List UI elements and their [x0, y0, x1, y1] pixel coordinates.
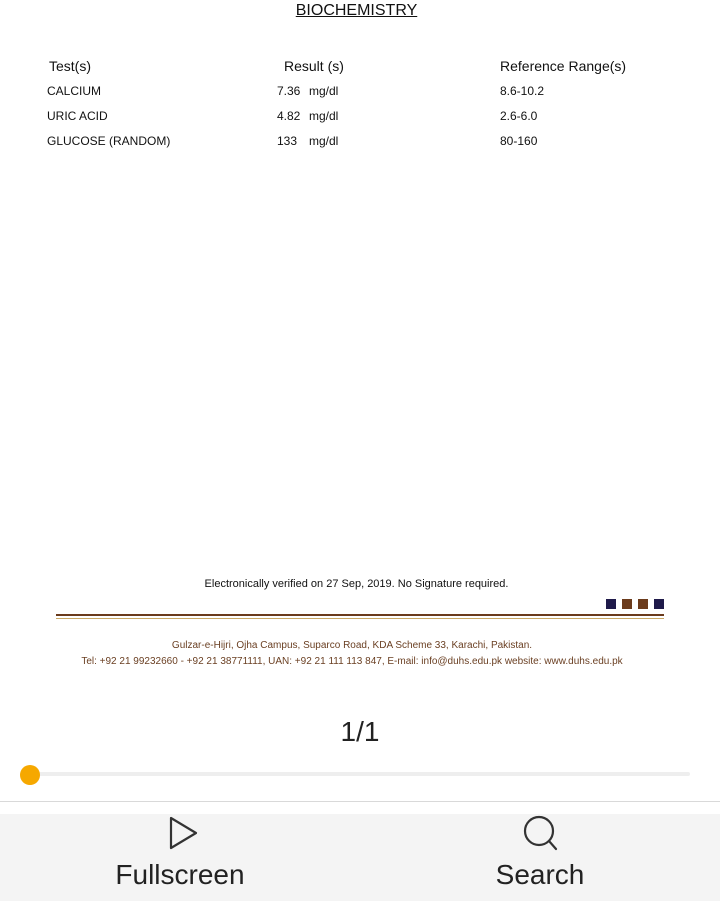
- footer-address: Gulzar-e-Hijri, Ojha Campus, Suparco Road, KDA Scheme 33, Karachi, Pakistan.: [171, 640, 533, 651]
- report-title: BIOCHEMISTRY: [295, 2, 418, 19]
- footer-square-icon: [638, 599, 648, 609]
- result-unit: mg/dl: [309, 84, 339, 98]
- footer-contact: Tel: +92 21 99232660 - +92 21 38771111, UAN: +92 21 111 113 847, E-mail: info@duhs.edu.pk website: www.duhs.edu.pk: [81, 656, 623, 667]
- test-name: CALCIUM: [47, 84, 102, 98]
- column-header-result: Result (s): [284, 58, 344, 74]
- test-name: GLUCOSE (RANDOM): [47, 134, 171, 148]
- result-unit: mg/dl: [309, 109, 339, 123]
- footer-divider: [56, 614, 664, 616]
- footer-divider: [56, 618, 664, 619]
- test-name: URIC ACID: [47, 109, 108, 123]
- page-slider-thumb[interactable]: [20, 765, 40, 785]
- page-indicator: 1/1: [340, 716, 380, 747]
- verification-note: Electronically verified on 27 Sep, 2019. No Signature required.: [204, 578, 509, 590]
- reference-range: 80-160: [500, 134, 538, 148]
- result-value: 4.82: [277, 109, 301, 123]
- table-row: [0, 84, 720, 102]
- column-header-test: Test(s): [49, 58, 91, 74]
- table-row: [0, 134, 720, 152]
- fullscreen-button[interactable]: [0, 814, 360, 901]
- play-icon: [166, 814, 200, 852]
- result-value: 133: [277, 134, 298, 148]
- reference-range: 2.6-6.0: [500, 109, 538, 123]
- search-label: Search: [495, 859, 585, 890]
- search-icon: [520, 814, 560, 854]
- footer-square-icon: [606, 599, 616, 609]
- footer-square-icon: [654, 599, 664, 609]
- footer-square-icon: [622, 599, 632, 609]
- table-row: [0, 109, 720, 127]
- result-value: 7.36: [277, 84, 301, 98]
- search-button[interactable]: [360, 814, 720, 901]
- reference-range: 8.6-10.2: [500, 84, 545, 98]
- bottom-divider: [0, 801, 720, 802]
- page-slider-track[interactable]: [30, 772, 690, 776]
- column-header-range: Reference Range(s): [500, 58, 627, 74]
- result-unit: mg/dl: [309, 134, 339, 148]
- fullscreen-label: Fullscreen: [115, 859, 245, 890]
